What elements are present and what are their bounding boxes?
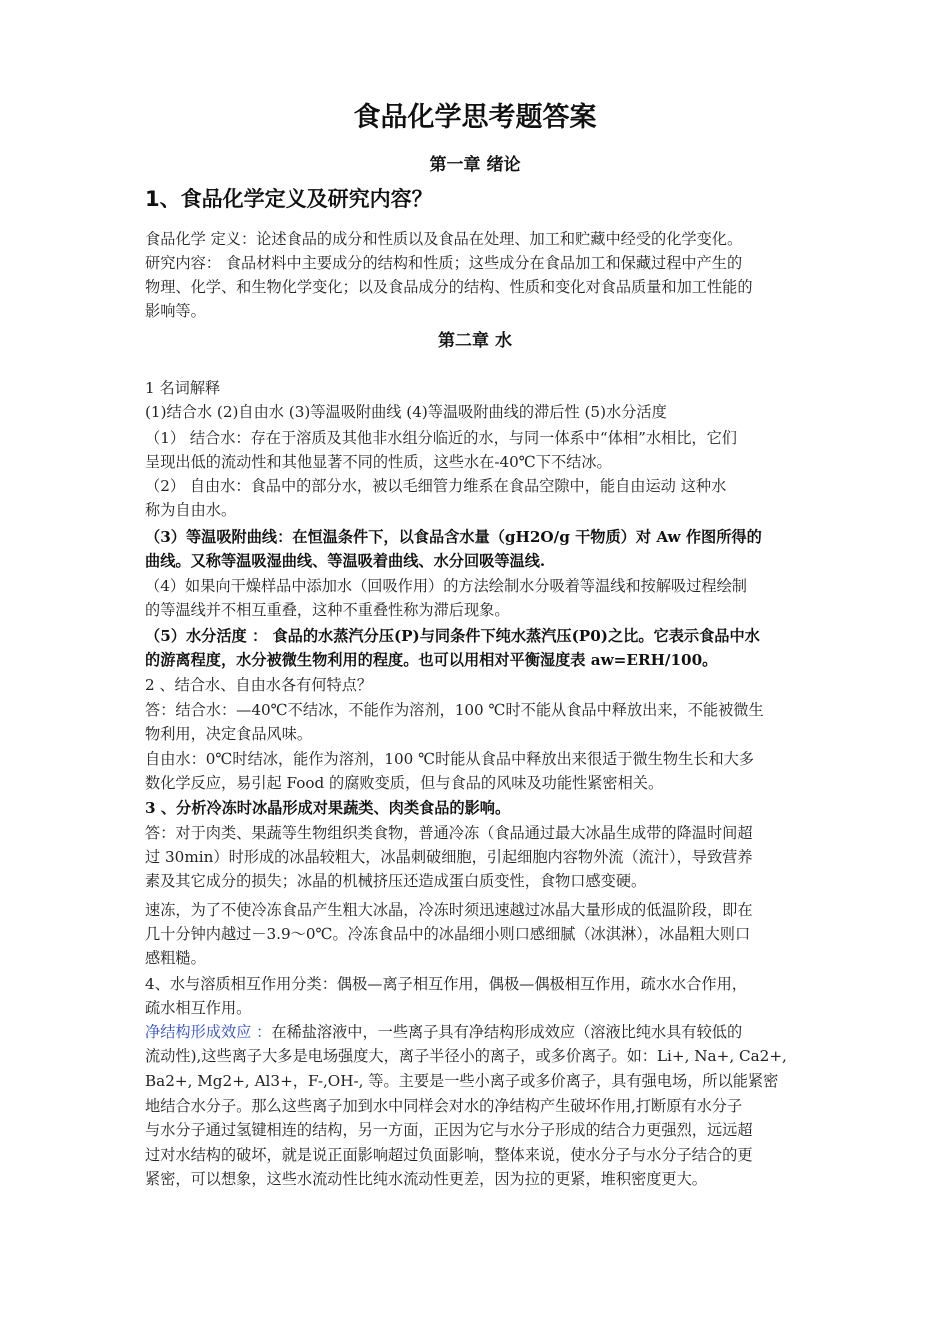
paragraph-line: (1)结合水 (2)自由水 (3)等温吸附曲线 (4)等温吸附曲线的滞后性 (5)水分活度 bbox=[145, 403, 667, 421]
paragraph-line: 呈现出低的流动性和其他显著不同的性质，这些水在-40℃下不结冰。 bbox=[145, 453, 612, 471]
paragraph-line: 1 名词解释 bbox=[145, 379, 221, 397]
paragraph-line: 称为自由水。 bbox=[145, 501, 237, 519]
paragraph-line: 数化学反应，易引起 Food 的腐败变质，但与食品的风味及功能性紧密相关。 bbox=[145, 774, 664, 792]
paragraph-line: 紧密，可以想象，这些水流动性比纯水流动性更差，因为拉的更紧，堆积密度更大。 bbox=[145, 1170, 707, 1188]
paragraph-line: 的等温线并不相互重叠，这种不重叠性称为滞后现象。 bbox=[145, 601, 510, 619]
term-definition: 在稀盐溶液中，一些离子具有净结构形成效应（溶液比纯水具有较低的 bbox=[271, 1023, 743, 1041]
paragraph-line: 研究内容： 食品材料中主要成分的结构和性质；这些成分在食品加工和保藏过程中产生的 bbox=[145, 254, 743, 272]
paragraph-line: 曲线。又称等温吸湿曲线、等温吸着曲线、水分回吸等温线. bbox=[145, 552, 546, 570]
paragraph-line: 过对水结构的破坏，就是说正面影响超过负面影响，整体来说，使水分子与水分子结合的更 bbox=[145, 1146, 753, 1164]
chapter-1-heading: 第一章 绪论 bbox=[429, 155, 521, 175]
paragraph-line: 疏水相互作用。 bbox=[145, 999, 252, 1017]
paragraph-line: 2 、结合水、自由水各有何特点？ bbox=[145, 676, 373, 694]
paragraph-line: （3）等温吸附曲线：在恒温条件下，以食品含水量（gH2O/g 干物质）对 Aw 作图所得的 bbox=[145, 528, 762, 546]
paragraph-line: 自由水：0℃时结冰，能作为溶剂，100 ℃时能从食品中释放出来很适于微生物生长和大多 bbox=[145, 750, 755, 768]
paragraph-line: 速冻，为了不使冷冻食品产生粗大冰晶，冷冻时须迅速越过冰晶大量形成的低温阶段，即在 bbox=[145, 901, 753, 919]
paragraph-line: 几十分钟内越过－3.9～0℃。冷冻食品中的冰晶细小则口感细腻（冰淇淋），冰晶粗大则口 bbox=[145, 925, 751, 943]
paragraph-line: 答：对于肉类、果蔬等生物组织类食物，普通冷冻（食品通过最大冰晶生成带的降温时间超 bbox=[145, 824, 753, 842]
paragraph-line: 4、水与溶质相互作用分类：偶极—离子相互作用，偶极—偶极相互作用，疏水水合作用， bbox=[145, 975, 747, 993]
paragraph-line: 物利用，决定食品风味。 bbox=[145, 725, 313, 743]
paragraph-line: （4）如果向干燥样品中添加水（回吸作用）的方法绘制水分吸着等温线和按解吸过程绘制 bbox=[145, 577, 747, 595]
paragraph-line: 3 、分析冷冻时冰晶形成对果蔬类、肉类食品的影响。 bbox=[145, 799, 511, 817]
paragraph-line: 与水分子通过氢键相连的结构，另一方面，正因为它与水分子形成的结合力更强烈，远远超 bbox=[145, 1121, 753, 1139]
paragraph-line: （5）水分活度 ： 食品的水蒸汽分压(P)与同条件下纯水蒸汽压(P0)之比。它表示食品中水 bbox=[145, 627, 760, 645]
paragraph-line bbox=[145, 1020, 815, 1044]
paragraph-line: 过 30min）时形成的冰晶较粗大，冰晶刺破细胞，引起细胞内容物外流（流汁），导致营养 bbox=[145, 848, 753, 866]
paragraph-line: 物理、化学、和生物化学变化；以及食品成分的结构、性质和变化对食品质量和加工性能的 bbox=[145, 278, 753, 296]
paragraph-line: 的游离程度，水分被微生物利用的程度。也可以用相对平衡湿度表 aw=ERH/100。 bbox=[145, 651, 718, 669]
paragraph-line: 答：结合水：—40℃不结冰，不能作为溶剂，100 ℃时不能从食品中释放出来，不能被微生 bbox=[145, 701, 764, 719]
paragraph-line: 食品化学 定义：论述食品的成分和性质以及食品在处理、加工和贮藏中经受的化学变化。 bbox=[145, 230, 743, 248]
paragraph-line: 影响等。 bbox=[145, 302, 206, 320]
paragraph-line: Ba2+, Mg2+, Al3+，F-,OH-, 等。主要是一些小离子或多价离子，具有强电场，所以能紧密 bbox=[145, 1072, 779, 1090]
paragraph-line: 流动性),这些离子大多是电场强度大，离子半径小的离子，或多价离子。如：Li+, Na+, Ca2+, bbox=[145, 1047, 787, 1065]
paragraph-line: 地结合水分子。那么这些离子加到水中同样会对水的净结构产生破坏作用,打断原有水分子 bbox=[145, 1097, 743, 1115]
document-title: 食品化学思考题答案 bbox=[353, 102, 597, 133]
paragraph-line: 素及其它成分的损失；冰晶的机械挤压还造成蛋白质变性，食物口感变硬。 bbox=[145, 872, 647, 890]
term-label: 净结构形成效应 ： bbox=[145, 1023, 272, 1041]
chapter-2-heading: 第二章 水 bbox=[438, 331, 512, 351]
question-1-heading: 1、食品化学定义及研究内容？ bbox=[145, 187, 433, 211]
paragraph-line: （2） 自由水：食品中的部分水，被以毛细管力维系在食品空隙中，能自由运动 这种水 bbox=[145, 477, 727, 495]
paragraph-line: （1） 结合水：存在于溶质及其他非水组分临近的水，与同一体系中“体相”水相比，它们 bbox=[145, 429, 737, 447]
paragraph-line: 感粗糙。 bbox=[145, 949, 206, 967]
